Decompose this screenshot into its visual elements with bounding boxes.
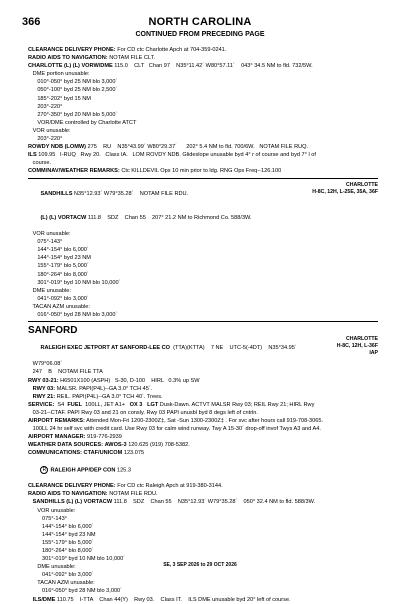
state-title: NORTH CAROLINA xyxy=(148,16,252,28)
page-number: 366 xyxy=(22,16,41,28)
field-label: OX 3 xyxy=(129,401,143,408)
field-value: 109.95 I-RUQ Rwy 20. Class IA. LOM ROVDY NDB. Glideslope unusable byd 4° r of course and byd 7° l of xyxy=(36,152,316,159)
field-value: course. xyxy=(28,160,52,167)
text-line: TACAN AZM unusable: xyxy=(28,303,90,310)
field-value: 100LL 24 hr self svc with credit card. Use Rwy 03 for calm wind runway. Twy A 15-30´ drop-off invof Twys A3 and A4. xyxy=(28,426,321,433)
airport-chart-refs xyxy=(337,336,378,357)
text-line xyxy=(28,46,378,54)
field-value: MALSR. PAPI(P4L)--GA 3.0° TCH 45´. xyxy=(55,385,153,392)
sanford-lines xyxy=(28,360,378,457)
text-line xyxy=(28,119,378,127)
text-line xyxy=(28,587,378,595)
text-line xyxy=(28,531,378,539)
radar-approach-icon: R xyxy=(40,466,48,474)
text-line xyxy=(28,127,378,135)
text-line xyxy=(28,490,378,498)
field-value: REIL. PAPI(P4L)--GA 3.0° TCH 40´. Trees. xyxy=(55,393,163,400)
field-value: 120.625 (919) 708-5382. xyxy=(126,442,190,449)
field-value: NOTAM FILE RDU. xyxy=(107,491,158,498)
text-line xyxy=(28,482,378,490)
text-line xyxy=(28,62,378,70)
text-line xyxy=(28,523,378,531)
field-label: COMMUNICATIONS: xyxy=(28,450,82,457)
text-line xyxy=(28,515,378,523)
field-value: Dusk-Dawn. ACTVT MALSR Rwy 03; REIL Rwy 21; HIRL Rwy xyxy=(158,401,315,408)
text-line xyxy=(28,596,378,604)
text-line xyxy=(28,111,378,119)
field-label: AIRPORT REMARKS: xyxy=(28,418,85,425)
field-value: Attended Mon-Fri 1200-2300Z‡, Sat -Sun 1300-2300Z‡ . For svc after hours call 919-708-3065. xyxy=(84,418,324,425)
text-line xyxy=(28,417,378,425)
field-label: FUEL xyxy=(67,401,82,408)
field-value: 050°-100° byd 25 NM blo 2,500´ xyxy=(28,87,118,94)
text-line xyxy=(28,547,378,555)
field-label: LGT xyxy=(147,401,159,408)
field-label: ILS xyxy=(28,152,37,159)
text-line xyxy=(28,425,378,433)
text-line xyxy=(28,409,378,417)
field-value: 123.075 xyxy=(122,450,145,457)
field-label: SERVICE: xyxy=(28,401,55,408)
text-line xyxy=(28,360,378,368)
sandhills-coords: N35°12.93´ W79°35.28´ NOTAM FILE RDU. xyxy=(72,190,189,197)
field-value: VOR/DME controlled by Charlotte ATCT xyxy=(28,119,137,126)
field-label: RWY 03-21: xyxy=(28,377,59,384)
airport-name: RALEIGH EXEC JETPORT AT SANFORD-LEE CO xyxy=(40,345,171,352)
text-line xyxy=(28,377,378,385)
field-value: 075°-143° xyxy=(28,515,67,522)
field-value: DME unusable: xyxy=(28,564,76,571)
charlotte-section xyxy=(28,46,378,176)
field-label: SANDHILLS (L) (L) VORTACW xyxy=(28,499,113,506)
field-value: 180°-264° blo 8,000´ xyxy=(28,548,94,555)
field-value: 919-776-2939 xyxy=(85,434,122,441)
field-value: 270°-350° byd 20 NM blo 5,000´ xyxy=(28,111,118,118)
field-value: 041°-092° blo 3,000´ xyxy=(28,572,94,579)
approach-text xyxy=(50,467,131,473)
field-value: 100LL, JET A1+ xyxy=(82,401,130,408)
airport-ref-region: CHARLOTTE xyxy=(346,336,378,343)
field-value: 301°-019° byd 10 NM blo 10,000´ xyxy=(28,556,126,563)
field-value: For CD ctc Raleigh Apch at 919-380-3144. xyxy=(115,483,223,490)
text-line xyxy=(28,507,378,515)
sanford-navaid-lines xyxy=(28,482,378,603)
text-line xyxy=(28,385,378,393)
field-value: 115.0 CLT Chan 97 N35°11.42´ W80°57.11´ 043° 34.5 NM to fld. 732/5W. xyxy=(112,63,313,70)
field-value: 203°-220° xyxy=(28,136,63,143)
text-line: 155°-179° blo 5,000´ xyxy=(28,263,89,270)
text-line xyxy=(28,393,378,401)
field-value: 111.8 SDZ Chan 55 N35°12.93´ W79°35.28´ 050° 32.4 NM to fld. 588/3W. xyxy=(112,499,316,506)
text-line: 144°-154° blo 6,000´ xyxy=(28,247,89,254)
text-line xyxy=(28,498,378,506)
field-value: H6501X100 (ASPH) S-30, D-100 HIRL 0.3% up SW xyxy=(58,377,200,384)
sandhills-chart-refs xyxy=(312,182,378,196)
field-label: CLEARANCE DELIVERY PHONE: xyxy=(28,47,116,53)
field-value: 155°-179° blo 5,000´ xyxy=(28,539,94,546)
sandhills-vortac-text: 111.8 SDZ Chan 55 207° 21.2 NM to Richmond Co. 588/3W. xyxy=(86,214,252,221)
field-value: 125.3 xyxy=(115,467,131,474)
text-line: VOR unusable: xyxy=(28,231,71,238)
field-value: 016°-050° byd 28 NM blo 3,000´ xyxy=(28,588,123,595)
text-line xyxy=(28,143,378,151)
section-divider xyxy=(28,321,378,322)
text-line xyxy=(28,86,378,94)
approach-line xyxy=(28,458,378,483)
sandhills-ref-region: CHARLOTTE xyxy=(346,181,378,188)
field-label: ROWDY NDB (LOMW) xyxy=(28,144,86,151)
field-value: 144°-154° blo 6,000´ xyxy=(28,523,94,530)
field-label: ILS/DME xyxy=(28,596,56,603)
field-value: 110.75 I-TTA Chan 44(Y) Rwy 03. Class IT. ILS DME unusable byd 20° left of course. xyxy=(55,596,291,603)
field-value: Ctc KILLDEVIL Ops 10 min prior to ldg. RNG Ops Freq--126.100 xyxy=(119,168,282,175)
text-line xyxy=(28,54,378,62)
text-line: 180°-264° blo 8,000´ xyxy=(28,271,89,278)
page-header xyxy=(0,0,400,44)
text-line xyxy=(28,78,378,86)
text-line: 016°-050° byd 28 NM blo 3,000´ xyxy=(28,312,118,318)
sandhills-ref-charts: H-8C, 12H, L-25E, 35A, 36F xyxy=(312,188,378,195)
field-label: CLEARANCE DELIVERY PHONE: xyxy=(28,483,116,490)
field-label: RADIO AIDS TO NAVIGATION: xyxy=(28,55,108,62)
field-label: AIRPORT MANAGER: xyxy=(28,434,86,441)
field-value: DME portion unusable: xyxy=(28,71,90,78)
airport-ref-charts: H-8C, 12H, L-36F xyxy=(336,343,378,350)
text-line xyxy=(28,95,378,103)
field-value: 185°-202° byd 15 NM xyxy=(28,95,91,102)
field-label: CTAF/UNICOM xyxy=(83,450,123,457)
text-line: 075°-143° xyxy=(28,239,63,246)
field-label: CHARLOTTE (L) (L) VORW/DME xyxy=(28,63,113,70)
page-footer: SE, 3 SEP 2026 to 29 OCT 2026 xyxy=(163,562,237,568)
airport-ref-iap: IAP xyxy=(369,350,378,357)
text-line xyxy=(28,449,378,457)
city-name: SANFORD xyxy=(28,325,78,337)
field-value: 03-21--CTAF. PAPI Rwy 03 and 21 on consly. Rwy 03 PAPI unusbl byd 8 degs left of cntrln. xyxy=(28,409,258,416)
field-label: AWOS-3 xyxy=(104,442,127,449)
sandhills-lines xyxy=(28,230,378,319)
field-label: COMM/NAV/WEATHER REMARKS: xyxy=(28,168,120,175)
airport-header-text: (TTA)(KTTA) 7 NE UTC-5(-4DT) N35°34.95´ xyxy=(170,345,297,352)
field-label: WEATHER DATA SOURCES: xyxy=(28,442,103,449)
sandhills-name: SANDHILLS xyxy=(40,190,73,197)
field-value: 144°-154° byd 23 NM xyxy=(28,531,96,538)
field-value: 010°-050° byd 25 NM blo 3,000´ xyxy=(28,79,118,86)
text-line xyxy=(28,159,378,167)
field-value: NOTAM FILE CLT. xyxy=(107,55,156,62)
field-value: 275 RU N35°43.99´ W80°29.37´ 202° 5.4 NM to fld. 700/6W. NOTAM FILE RUQ. xyxy=(86,144,309,151)
field-value: TACAN AZM unusable: xyxy=(28,580,95,587)
text-line: 301°-019° byd 10 NM blo 10,000´ xyxy=(28,279,121,286)
text-line xyxy=(28,539,378,547)
text-line xyxy=(28,135,378,143)
field-value: 247 B NOTAM FILE TTA xyxy=(28,369,103,376)
text-line xyxy=(28,167,378,175)
field-value: S4 xyxy=(54,401,68,408)
text-line: DME unusable: xyxy=(28,287,71,294)
field-label: RALEIGH APP/DEP CON xyxy=(50,467,116,474)
text-line: 144°-154° byd 23 NM xyxy=(28,255,91,262)
text-line xyxy=(28,579,378,587)
field-label: RADIO AIDS TO NAVIGATION: xyxy=(28,491,108,498)
field-value: 203°-220° xyxy=(28,103,63,110)
sandhills-vortac-label: (L) (L) VORTACW xyxy=(40,214,87,221)
text-line xyxy=(28,368,378,376)
field-value: VOR unusable: xyxy=(28,507,76,514)
sandhills-section xyxy=(28,182,378,320)
text-line xyxy=(28,103,378,111)
text-line xyxy=(28,70,378,78)
continued-notice: CONTINUED FROM PRECEDING PAGE xyxy=(135,31,265,38)
text-line xyxy=(28,401,378,409)
field-value: VOR unusable: xyxy=(28,127,71,134)
field-value: W79°06.08´ xyxy=(28,361,63,368)
text-line xyxy=(28,151,378,159)
text-line xyxy=(28,433,378,441)
field-value: For CD ctc Charlotte Apch at 704-359-0241. xyxy=(115,47,227,53)
text-line: 041°-092° blo 3,000´ xyxy=(28,295,89,302)
text-line xyxy=(28,441,378,449)
field-label: RWY 21: xyxy=(28,393,56,400)
text-line xyxy=(28,571,378,579)
directory-content xyxy=(28,46,378,604)
field-label: RWY 03: xyxy=(28,385,56,392)
section-divider xyxy=(28,178,378,179)
